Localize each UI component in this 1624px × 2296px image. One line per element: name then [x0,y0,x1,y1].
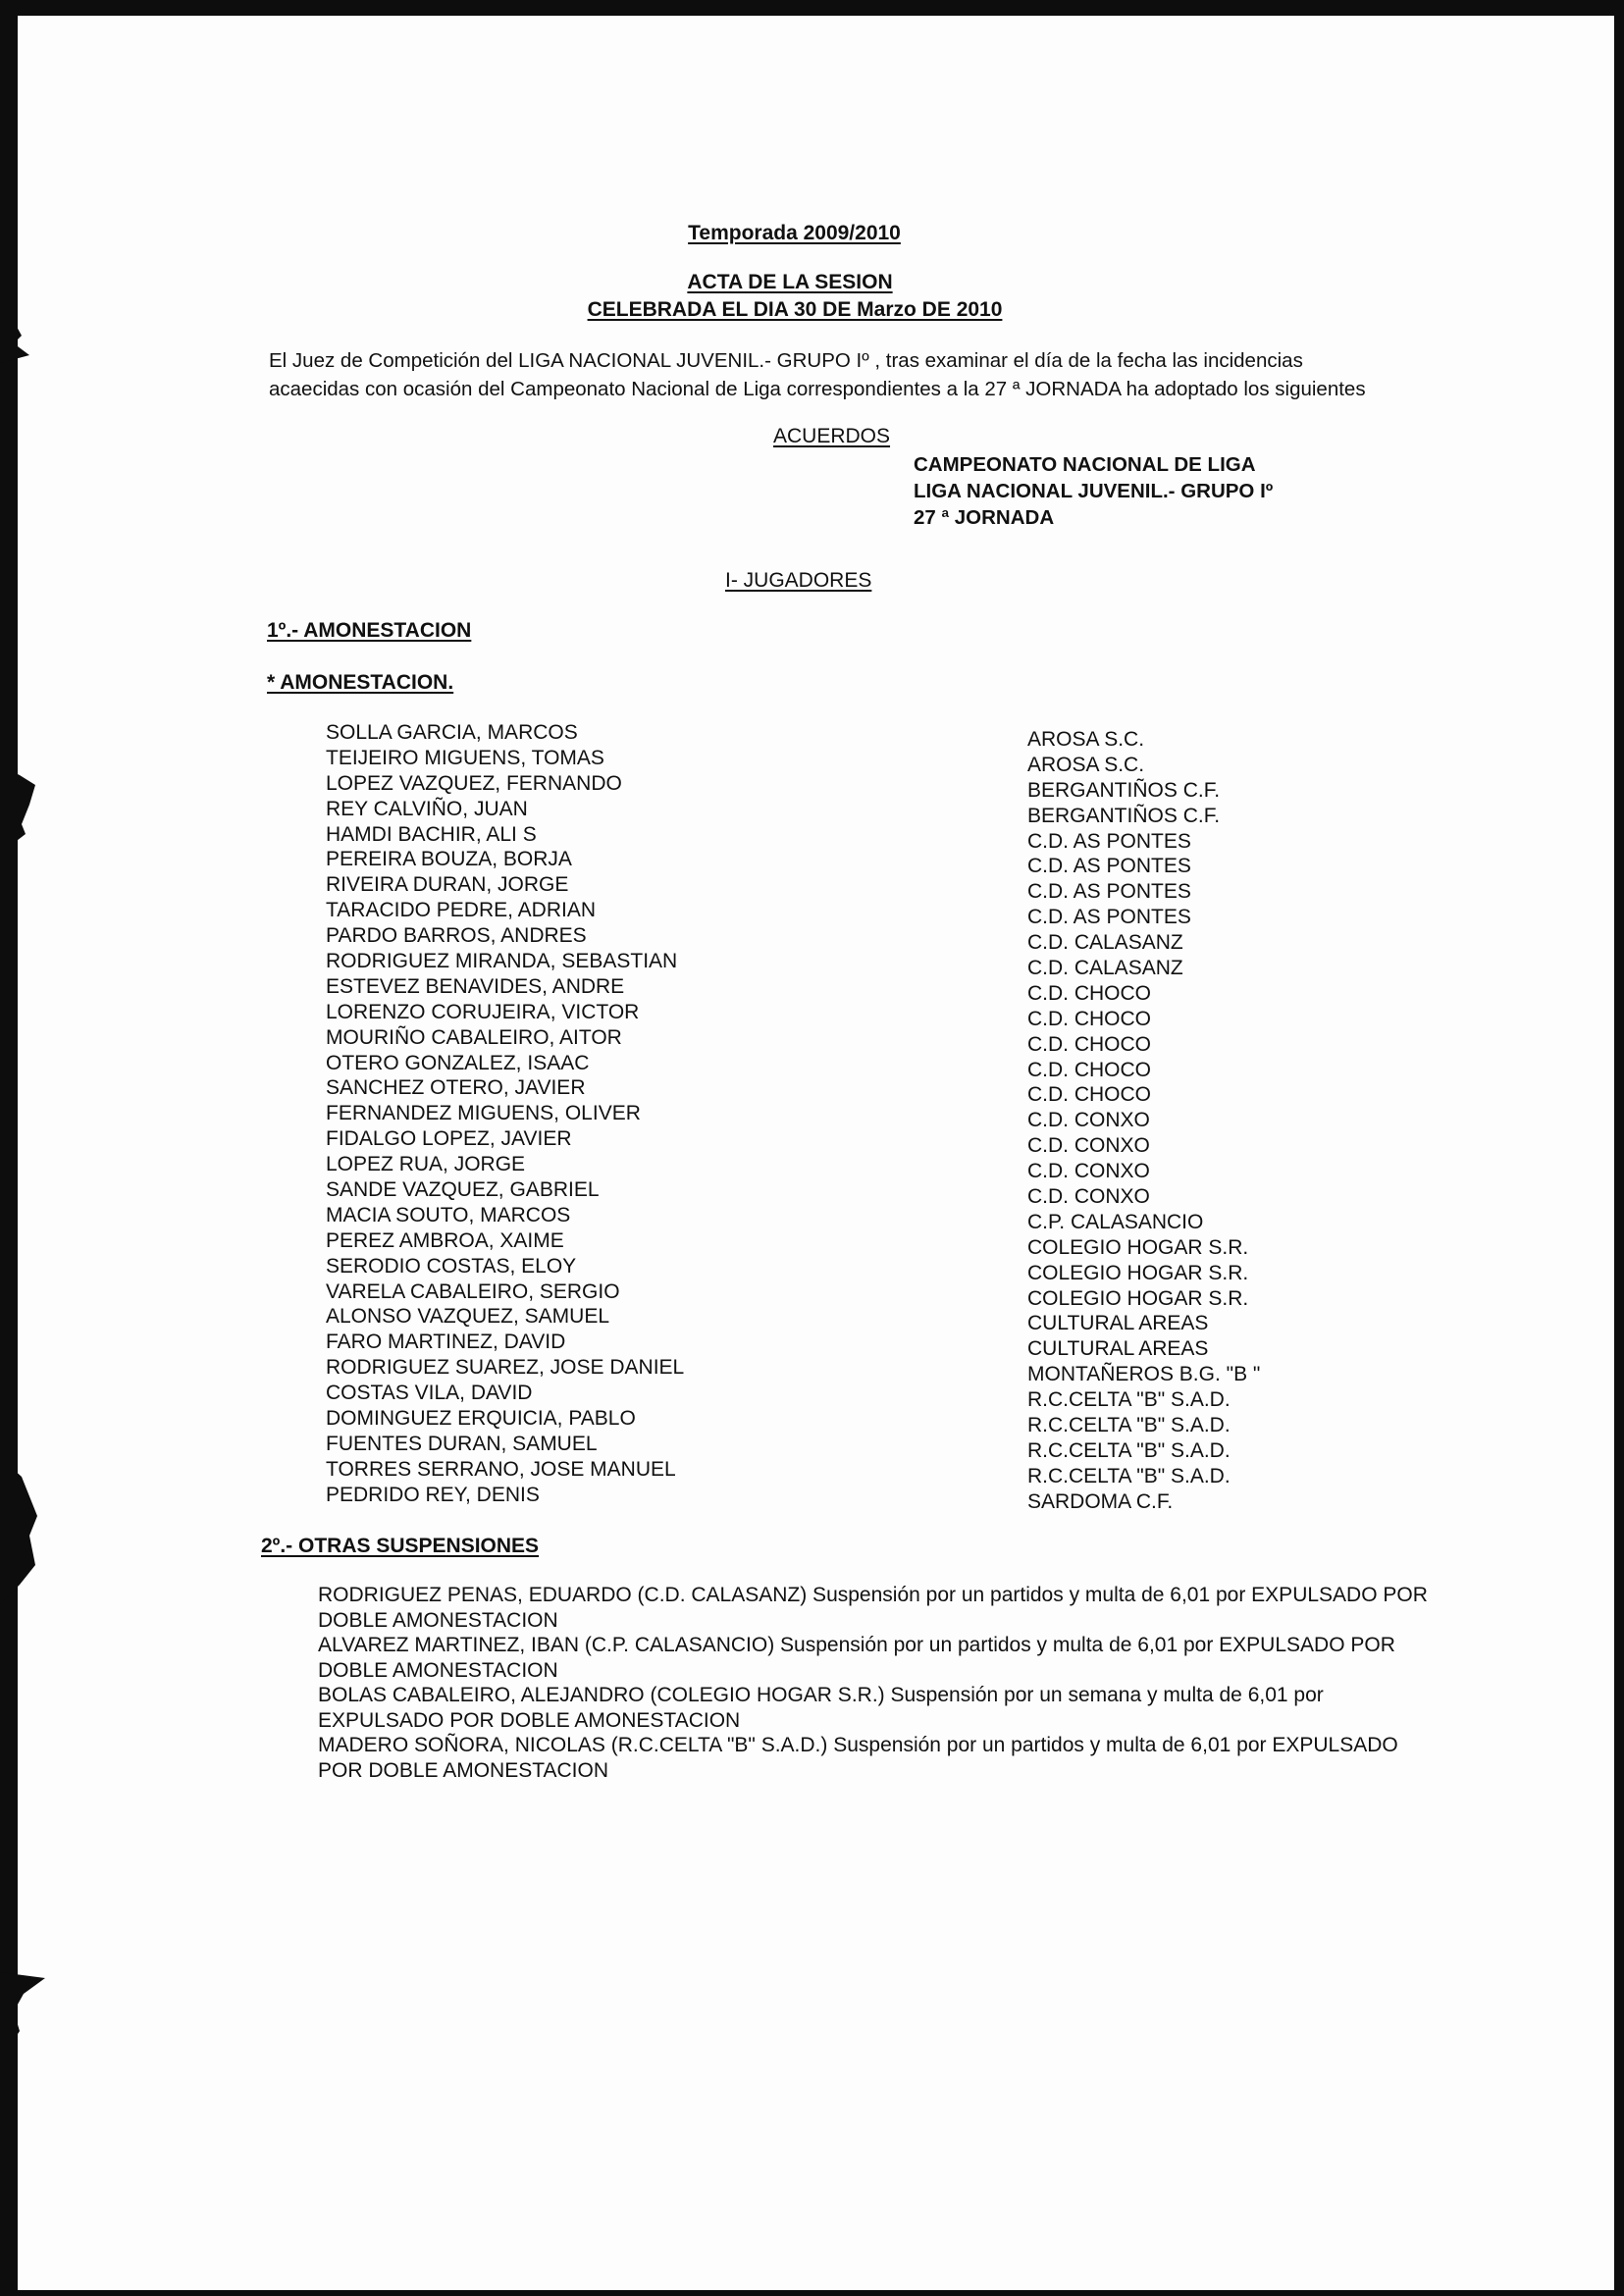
session-date: CELEBRADA EL DIA 30 DE Marzo DE 2010 [587,298,1003,321]
suspension-line: ALVAREZ MARTINEZ, IBAN (C.P. CALASANCIO) Suspensión por un partidos y multa de 6,01 por EXPULSADO POR [318,1634,1395,1656]
player-club: COLEGIO HOGAR S.R. [1027,1235,1249,1259]
player-club: BERGANTIÑOS C.F. [1027,778,1221,802]
suspension-list [318,1584,1535,1787]
player-name: FARO MARTINEZ, DAVID [326,1331,566,1354]
player-name: HAMDI BACHIR, ALI S [326,822,537,846]
player-name: REY CALVIÑO, JUAN [326,797,528,820]
player-name: TORRES SERRANO, JOSE MANUEL [326,1457,676,1481]
session-title: ACTA DE LA SESION [687,271,893,293]
player-club: C.D. CHOCO [1027,1032,1151,1056]
player-name: PEREIRA BOUZA, BORJA [326,848,572,871]
player-club-list [1027,727,1260,1515]
player-name-list [326,720,684,1508]
player-club: C.D. CONXO [1027,1109,1150,1132]
player-name: RIVEIRA DURAN, JORGE [326,873,569,897]
amonestacion-subheading: * AMONESTACION. [267,671,454,694]
player-name: ESTEVEZ BENAVIDES, ANDRE [326,974,625,998]
player-club: AROSA S.C. [1027,753,1145,776]
suspension-line: DOBLE AMONESTACION [318,1658,558,1682]
player-club: C.D. CHOCO [1027,1007,1151,1030]
player-club: C.D. CHOCO [1027,1083,1151,1107]
suspension-line: EXPULSADO POR DOBLE AMONESTACION [318,1708,741,1732]
player-club: R.C.CELTA "B" S.A.D. [1027,1414,1231,1437]
player-name: ALONSO VAZQUEZ, SAMUEL [326,1305,610,1329]
player-club: BERGANTIÑOS C.F. [1027,804,1221,827]
torn-edge-mark [0,1457,29,1604]
otras-heading: 2º.- OTRAS SUSPENSIONES [261,1535,540,1557]
player-club: C.P. CALASANCIO [1027,1210,1204,1233]
player-club: C.D. CHOCO [1027,981,1151,1005]
player-name: MACIA SOUTO, MARCOS [326,1203,571,1226]
suspension-line: BOLAS CABALEIRO, ALEJANDRO (COLEGIO HOGAR S.R.) Suspensión por un semana y multa de 6,01 por [318,1684,1324,1706]
player-club: SARDOMA C.F. [1027,1489,1174,1513]
player-name: SOLLA GARCIA, MARCOS [326,721,578,744]
player-club: C.D. CONXO [1027,1185,1150,1209]
player-club: MONTAÑEROS B.G. "B " [1027,1363,1261,1386]
player-name: PARDO BARROS, ANDRES [326,924,587,948]
player-club: R.C.CELTA "B" S.A.D. [1027,1464,1231,1487]
acuerdos-label: ACUERDOS [773,425,891,447]
player-club: R.C.CELTA "B" S.A.D. [1027,1388,1231,1412]
player-name: LOPEZ VAZQUEZ, FERNANDO [326,771,622,795]
player-club: C.D. CONXO [1027,1160,1150,1183]
player-club: C.D. CALASANZ [1027,931,1183,955]
player-name: PEREZ AMBROA, XAIME [326,1228,564,1252]
torn-edge-mark [0,1972,29,2061]
player-name: FERNANDEZ MIGUENS, OLIVER [326,1102,641,1125]
section-players: I- JUGADORES [725,569,872,592]
torn-edge-mark [0,765,29,854]
suspension-line: MADERO SOÑORA, NICOLAS (R.C.CELTA "B" S.A.D.) Suspensión por un partidos y multa de 6,01 por EXPULSADO [318,1734,1398,1756]
player-club: COLEGIO HOGAR S.R. [1027,1286,1249,1310]
player-name: LORENZO CORUJEIRA, VICTOR [326,1000,640,1023]
player-name: PEDRIDO REY, DENIS [326,1483,540,1506]
player-name: SANDE VAZQUEZ, GABRIEL [326,1178,600,1202]
player-club: C.D. CALASANZ [1027,957,1183,980]
torn-edge-mark [0,285,29,363]
player-club: COLEGIO HOGAR S.R. [1027,1261,1249,1284]
suspension-line: RODRIGUEZ PENAS, EDUARDO (C.D. CALASANZ) Suspensión por un partidos y multa de 6,01 por EXPULSADO POR [318,1584,1428,1606]
player-name: RODRIGUEZ MIRANDA, SEBASTIAN [326,950,678,973]
round-name: 27 ª JORNADA [914,506,1055,529]
player-name: SANCHEZ OTERO, JAVIER [326,1076,586,1100]
player-name: FUENTES DURAN, SAMUEL [326,1432,598,1455]
player-club: C.D. AS PONTES [1027,906,1191,929]
player-club: C.D. AS PONTES [1027,855,1191,878]
player-club: C.D. AS PONTES [1027,829,1191,853]
player-name: SERODIO COSTAS, ELOY [326,1254,577,1278]
player-name: OTERO GONZALEZ, ISAAC [326,1051,590,1074]
player-name: LOPEZ RUA, JORGE [326,1153,526,1176]
suspension-line: DOBLE AMONESTACION [318,1608,558,1632]
player-name: MOURIÑO CABALEIRO, AITOR [326,1025,622,1049]
player-club: CULTURAL AREAS [1027,1312,1209,1335]
player-club: CULTURAL AREAS [1027,1337,1209,1361]
player-club: C.D. CONXO [1027,1134,1150,1158]
player-name: FIDALGO LOPEZ, JAVIER [326,1127,572,1151]
competition-name: CAMPEONATO NACIONAL DE LIGA [914,453,1256,476]
intro-line-2: acaecidas con ocasión del Campeonato Nacional de Liga correspondientes a la 27 ª JORNADA ha adoptado los siguientes [269,378,1366,400]
player-name: RODRIGUEZ SUAREZ, JOSE DANIEL [326,1356,685,1380]
player-club: C.D. CHOCO [1027,1058,1151,1081]
suspension-line: POR DOBLE AMONESTACION [318,1758,608,1782]
player-name: COSTAS VILA, DAVID [326,1382,533,1405]
player-name: TARACIDO PEDRE, ADRIAN [326,899,596,922]
player-club: R.C.CELTA "B" S.A.D. [1027,1438,1231,1462]
league-name: LIGA NACIONAL JUVENIL.- GRUPO Iº [914,480,1274,502]
player-name: TEIJEIRO MIGUENS, TOMAS [326,746,604,769]
player-name: VARELA CABALEIRO, SERGIO [326,1279,620,1303]
player-name: DOMINGUEZ ERQUICIA, PABLO [326,1407,636,1431]
player-club: AROSA S.C. [1027,728,1145,751]
player-club: C.D. AS PONTES [1027,880,1191,904]
intro-line-1: El Juez de Competición del LIGA NACIONAL JUVENIL.- GRUPO Iº , tras examinar el día de la fecha las incidencias [269,349,1303,372]
season-title: Temporada 2009/2010 [688,222,901,244]
amonestacion-heading: 1º.- AMONESTACION [267,619,472,642]
